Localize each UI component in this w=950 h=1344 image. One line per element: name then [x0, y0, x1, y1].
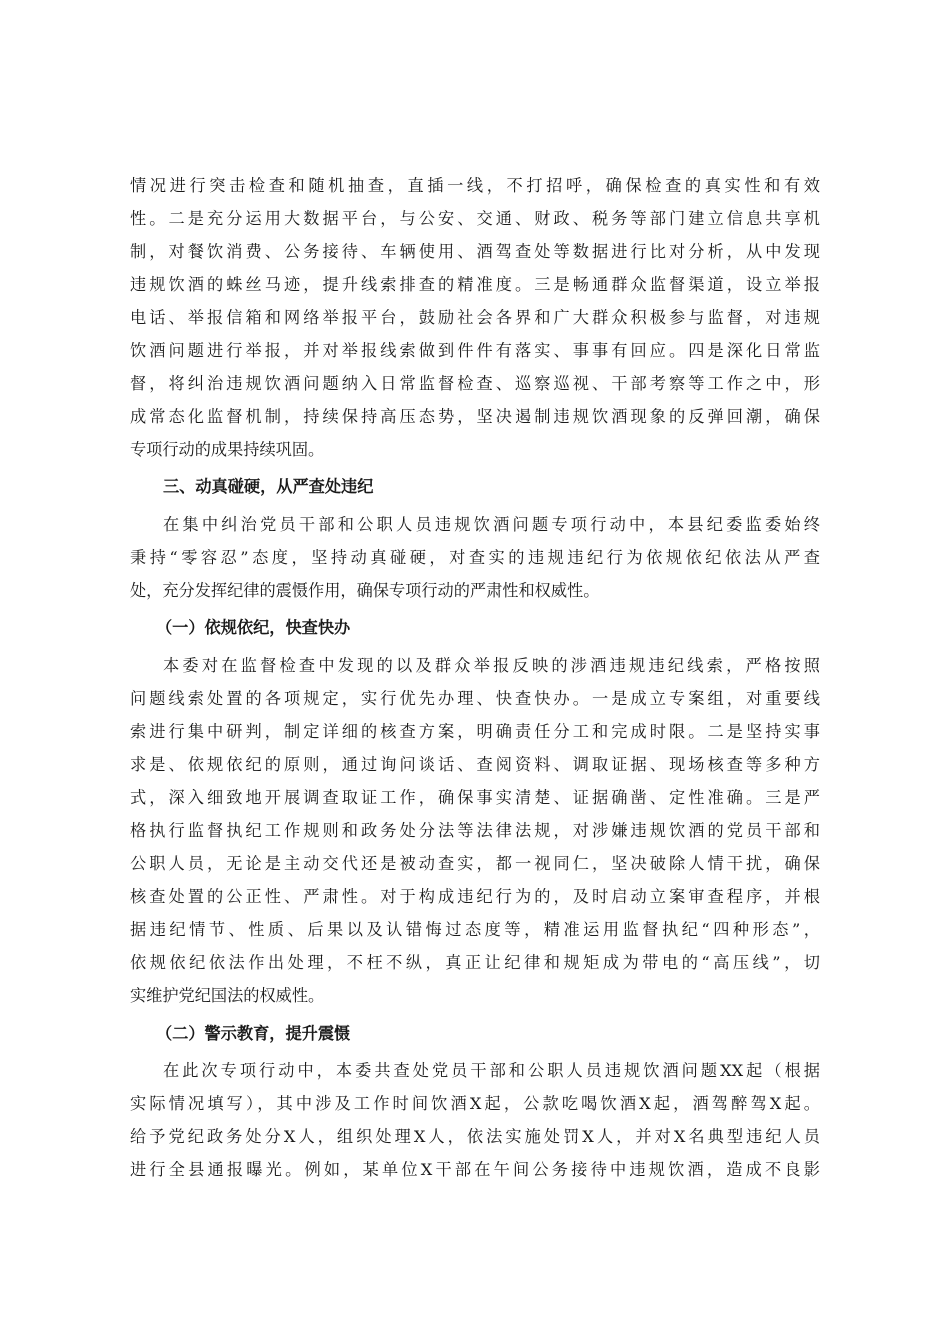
text-line: 求是、依规依纪的原则，通过询问谈话、查阅资料、调取证据、现场核查等多种方: [130, 755, 820, 774]
text-line: 实维护党纪国法的权威性。: [130, 986, 325, 1005]
text-line: 处，充分发挥纪律的震慑作用，确保专项行动的严肃性和权威性。: [130, 581, 600, 600]
subheading-2: [130, 1017, 820, 1050]
paragraph-intro: [130, 508, 820, 607]
text-line: 制，对餐饮消费、公务接待、车辆使用、酒驾查处等数据进行比对分析，从中发现: [130, 242, 820, 261]
text-line: 公职人员，无论是主动交代还是被动查实，都一视同仁，坚决破除人情干扰，确保: [130, 854, 820, 873]
text-line: 进行全县通报曝光。例如，某单位X干部在午间公务接待中违规饮酒，造成不良影: [130, 1160, 820, 1179]
heading-text: 三、动真碰硬，从严查处违纪: [163, 477, 374, 496]
text-line: 饮酒问题进行举报，并对举报线索做到件件有落实、事事有回应。四是深化日常监: [130, 341, 820, 360]
paragraph-supervision-measures: [130, 169, 820, 466]
text-line: 违规饮酒的蛛丝马迹，提升线索排查的精准度。三是畅通群众监督渠道，设立举报: [130, 275, 820, 294]
paragraph-investigation: [130, 649, 820, 1012]
text-line: 专项行动的成果持续巩固。: [130, 440, 325, 459]
text-line: 在此次专项行动中，本委共查处党员干部和公职人员违规饮酒问题XX起（根据: [163, 1061, 820, 1080]
text-line: 成常态化监督机制，持续保持高压态势，坚决遏制违规饮酒现象的反弹回潮，确保: [130, 407, 820, 426]
text-line: 情况进行突击检查和随机抽查，直插一线，不打招呼，确保检查的真实性和有效: [130, 176, 820, 195]
text-line: 据违纪情节、性质、后果以及认错悔过态度等，精准运用监督执纪“四种形态”，: [130, 920, 820, 939]
text-line: 秉持“零容忍”态度，坚持动真碰硬，对查实的违规违纪行为依规依纪依法从严查: [130, 548, 820, 567]
text-line: 依规依纪依法作出处理，不枉不纵，真正让纪律和规矩成为带电的“高压线”，切: [130, 953, 820, 972]
heading-text: （一）依规依纪，快查快办: [156, 618, 351, 637]
heading-text: （二）警示教育，提升震慑: [156, 1024, 351, 1043]
text-line: 式，深入细致地开展调查取证工作，确保事实清楚、证据确凿、定性准确。三是严: [130, 788, 820, 807]
text-line: 在集中纠治党员干部和公职人员违规饮酒问题专项行动中，本县纪委监委始终: [163, 515, 820, 534]
text-line: 核查处置的公正性、严肃性。对于构成违纪行为的，及时启动立案审查程序，并根: [130, 887, 820, 906]
text-line: 给予党纪政务处分X人，组织处理X人，依法实施处罚X人，并对X名典型违纪人员: [130, 1127, 820, 1146]
text-line: 格执行监督执纪工作规则和政务处分法等法律法规，对涉嫌违规饮酒的党员干部和: [130, 821, 820, 840]
text-line: 督，将纠治违规饮酒问题纳入日常监督检查、巡察巡视、干部考察等工作之中，形: [130, 374, 820, 393]
text-line: 性。二是充分运用大数据平台，与公安、交通、财政、税务等部门建立信息共享机: [130, 209, 820, 228]
section-heading-3: [130, 470, 820, 503]
text-line: 实际情况填写），其中涉及工作时间饮酒X起，公款吃喝饮酒X起，酒驾醉驾X起。: [130, 1094, 820, 1113]
subheading-1: [130, 611, 820, 644]
paragraph-warning-education: [130, 1054, 820, 1186]
text-line: 索进行集中研判，制定详细的核查方案，明确责任分工和完成时限。二是坚持实事: [130, 722, 820, 741]
text-line: 问题线索处置的各项规定，实行优先办理、快查快办。一是成立专案组，对重要线: [130, 689, 820, 708]
text-line: 本委对在监督检查中发现的以及群众举报反映的涉酒违规违纪线索，严格按照: [163, 656, 820, 675]
text-line: 电话、举报信箱和网络举报平台，鼓励社会各界和广大群众积极参与监督，对违规: [130, 308, 820, 327]
